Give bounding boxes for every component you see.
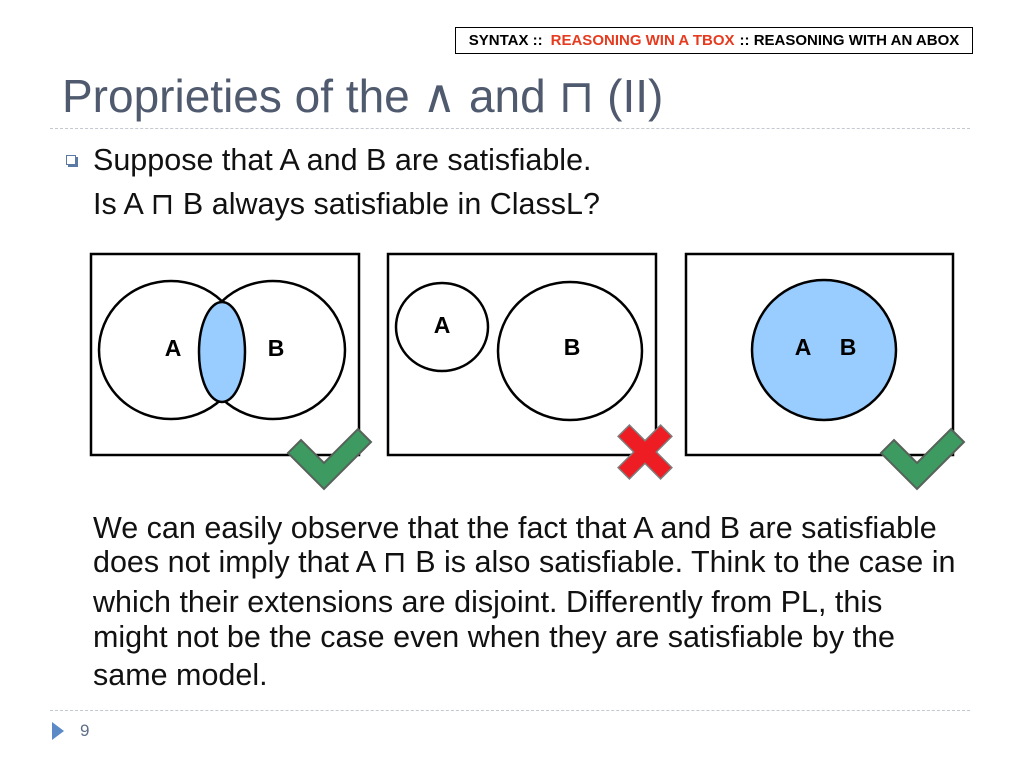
footer-divider <box>50 710 970 711</box>
venn-panel-2 <box>388 254 672 479</box>
paragraph-line: might not be the case even when they are satisfiable by the <box>93 620 895 654</box>
paragraph-line: which their extensions are disjoint. Differently from PL, this <box>93 585 883 619</box>
venn-panel-3 <box>686 254 964 489</box>
set-a-label: A <box>794 334 812 360</box>
slide-title: Proprieties of the ∧ and ⊓ (II) <box>62 70 664 122</box>
breadcrumb-abox: :: REASONING WITH AN ABOX <box>739 32 960 49</box>
paragraph-line: does not imply that A ⊓ B is also satisfiable. Think to the case in <box>93 545 956 579</box>
section-breadcrumb <box>455 27 973 54</box>
intersection-region <box>199 302 245 402</box>
page-number: 9 <box>80 721 90 740</box>
paragraph-line: same model. <box>93 658 268 692</box>
title-divider <box>50 128 970 129</box>
set-b-label: B <box>839 334 857 360</box>
bullet-text-line-1: Suppose that A and B are satisfiable. <box>93 143 592 177</box>
breadcrumb-syntax: SYNTAX :: <box>468 32 543 49</box>
set-b-label: B <box>267 335 285 361</box>
square-bullet-icon <box>66 155 76 165</box>
set-b-label: B <box>563 334 581 360</box>
play-triangle-icon <box>51 721 65 741</box>
set-a-label: A <box>164 335 182 361</box>
set-ab-circle <box>752 280 896 420</box>
breadcrumb-current-tbox: REASONING WIN A TBOX <box>550 32 735 49</box>
set-a-label: A <box>433 312 451 338</box>
venn-diagrams <box>80 240 980 500</box>
venn-panel-1 <box>91 254 371 489</box>
bullet-text-line-2: Is A ⊓ B always satisfiable in ClassL? <box>93 187 600 221</box>
paragraph-line: We can easily observe that the fact that A and B are satisfiable <box>93 511 937 545</box>
